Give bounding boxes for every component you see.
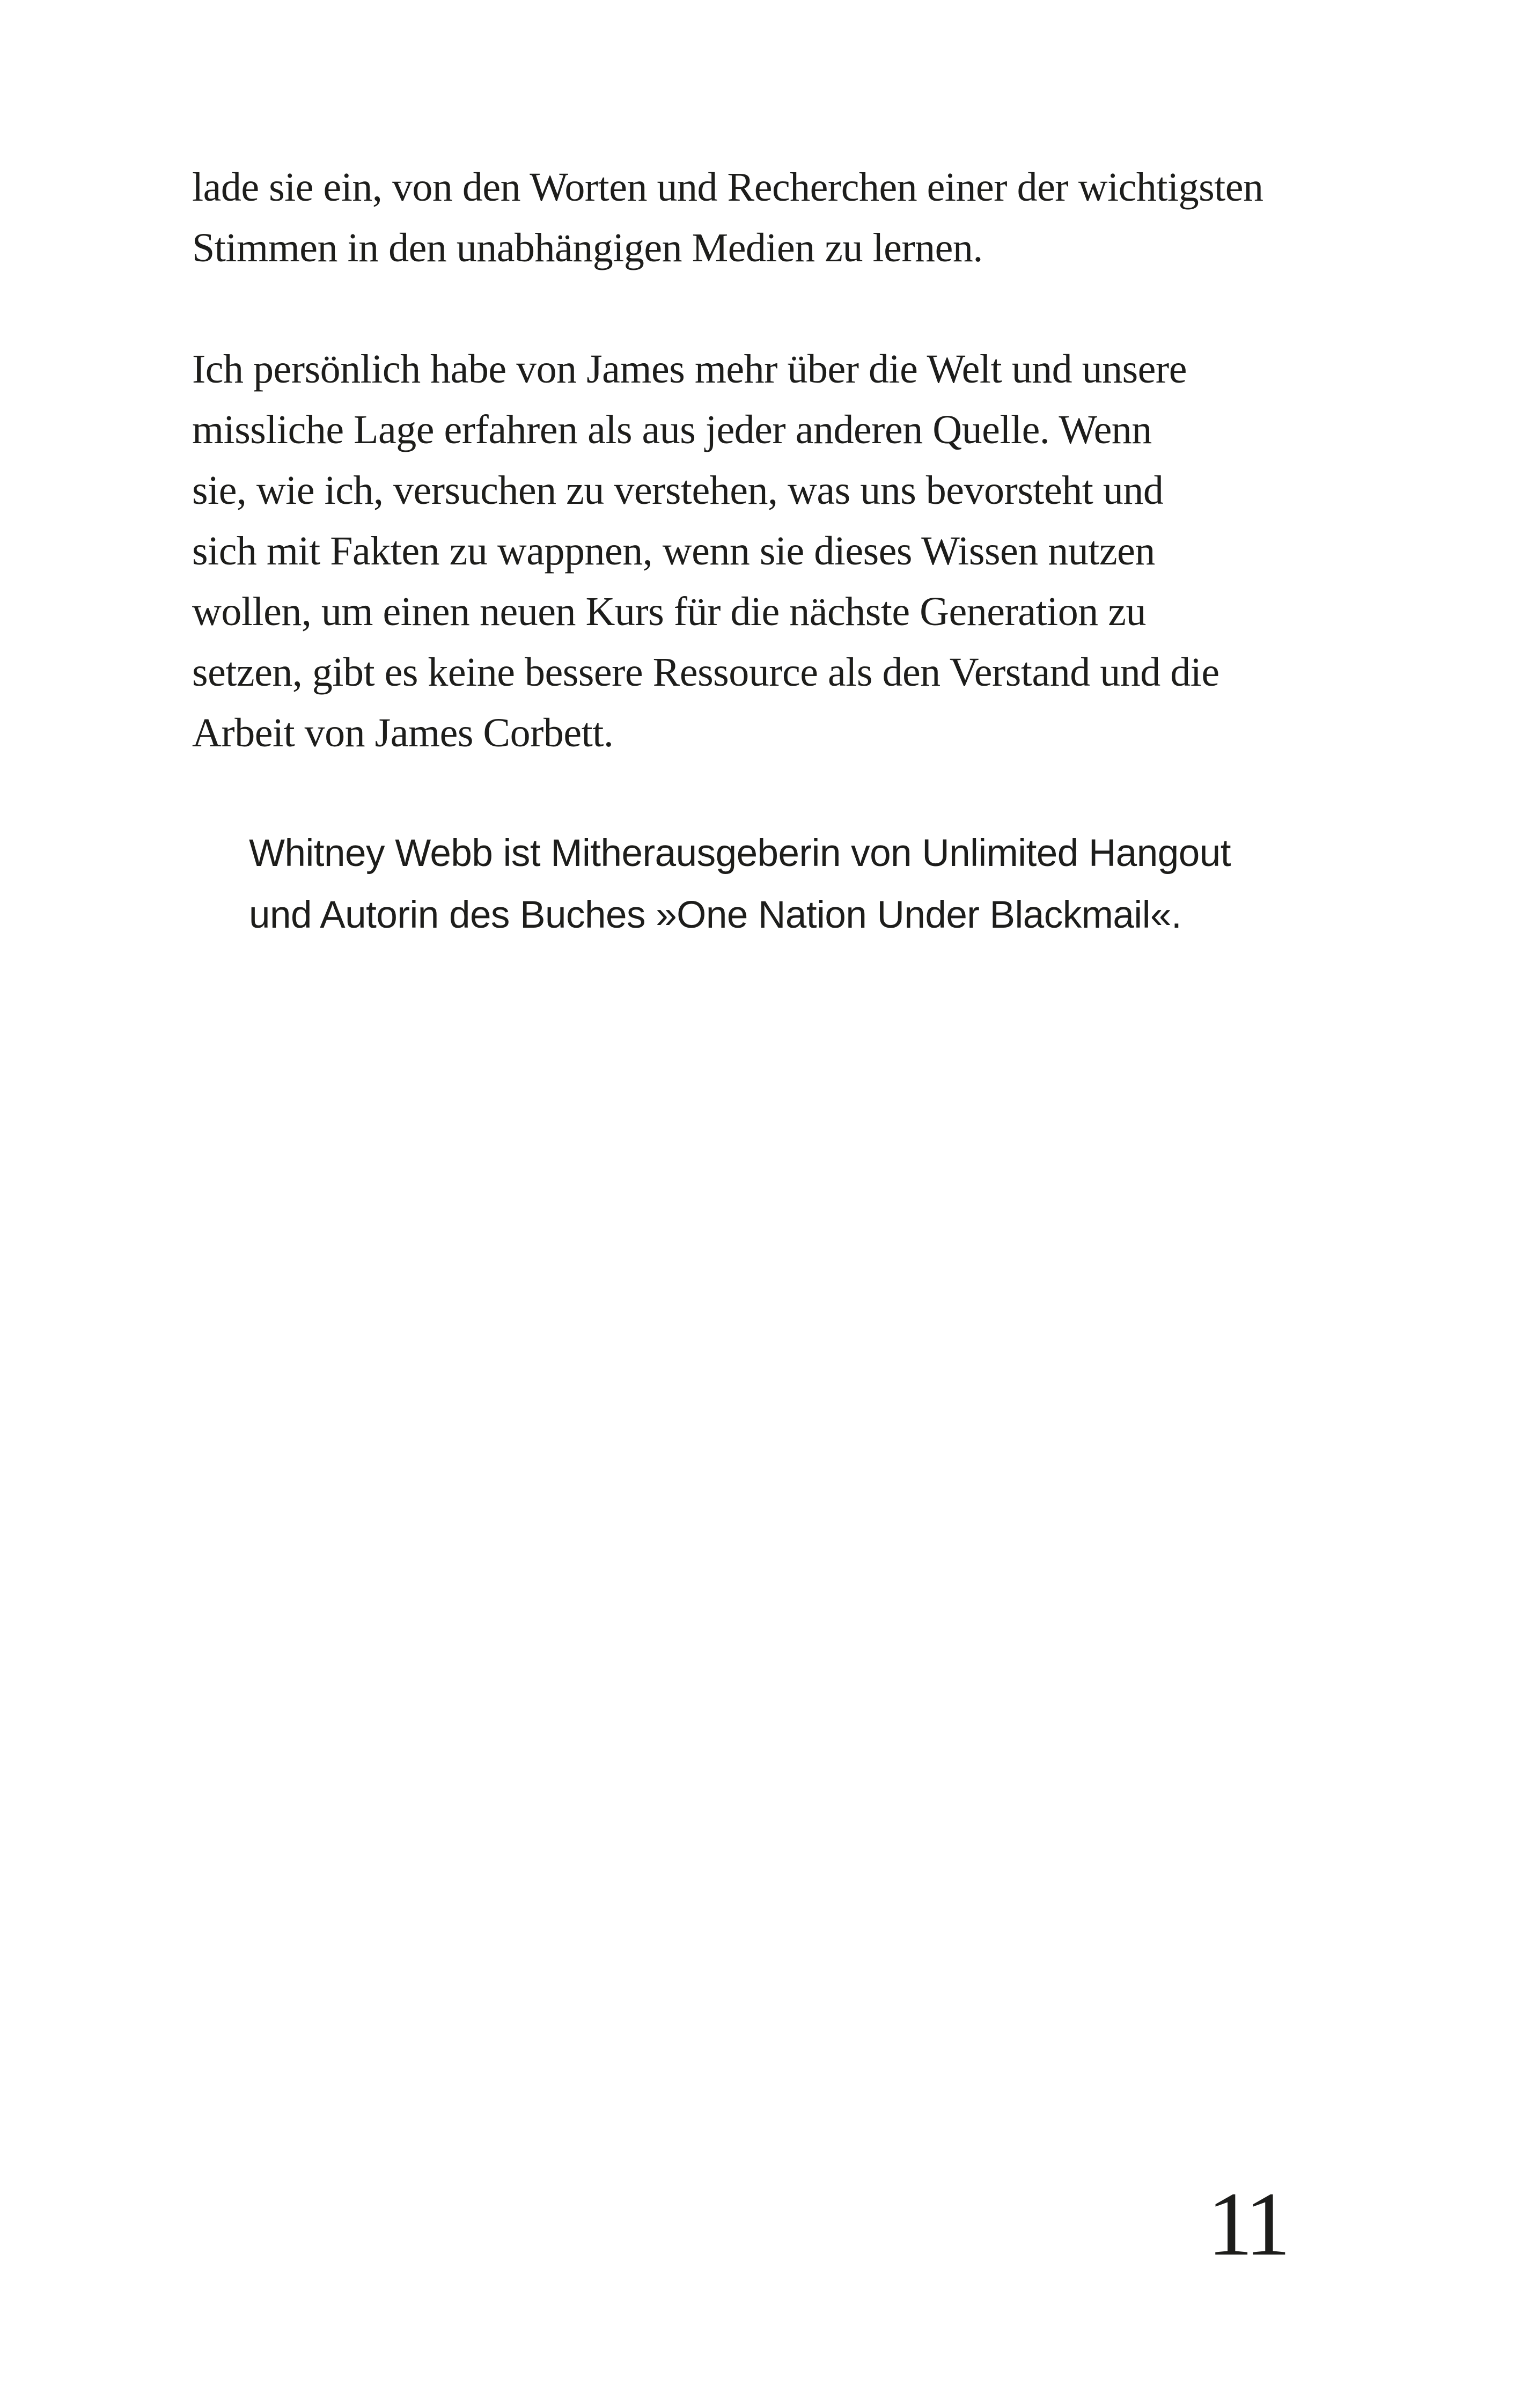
text-line: sich mit Fakten zu wappnen, wenn sie dieses Wissen nutzen <box>192 528 1155 574</box>
text-line: und Autorin des Buches »One Nation Under Blackmail«. <box>249 894 1182 936</box>
text-line: Whitney Webb ist Mitherausgeberin von Unlimited Hangout <box>249 832 1231 875</box>
text-line: lade sie ein, von den Worten und Recherchen einer der wichtigsten <box>192 165 1263 210</box>
text-line: sie, wie ich, versuchen zu verstehen, was uns bevorsteht und <box>192 468 1164 513</box>
text-line: Arbeit von James Corbett. <box>192 710 614 755</box>
paragraph <box>192 157 1263 278</box>
text-line: wollen, um einen neuen Kurs für die nächste Generation zu <box>192 589 1146 634</box>
text-line: setzen, gibt es keine bessere Ressource als den Verstand und die <box>192 650 1219 695</box>
page-number: 11 <box>1207 2174 1286 2274</box>
paragraph <box>192 339 1263 763</box>
text-line: Stimmen in den unabhängigen Medien zu lernen. <box>192 225 983 270</box>
body-text <box>192 157 1263 763</box>
text-line: missliche Lage erfahren als aus jeder anderen Quelle. Wenn <box>192 407 1152 452</box>
text-line: Ich persönlich habe von James mehr über die Welt und unsere <box>192 347 1187 392</box>
author-note <box>249 823 1231 946</box>
